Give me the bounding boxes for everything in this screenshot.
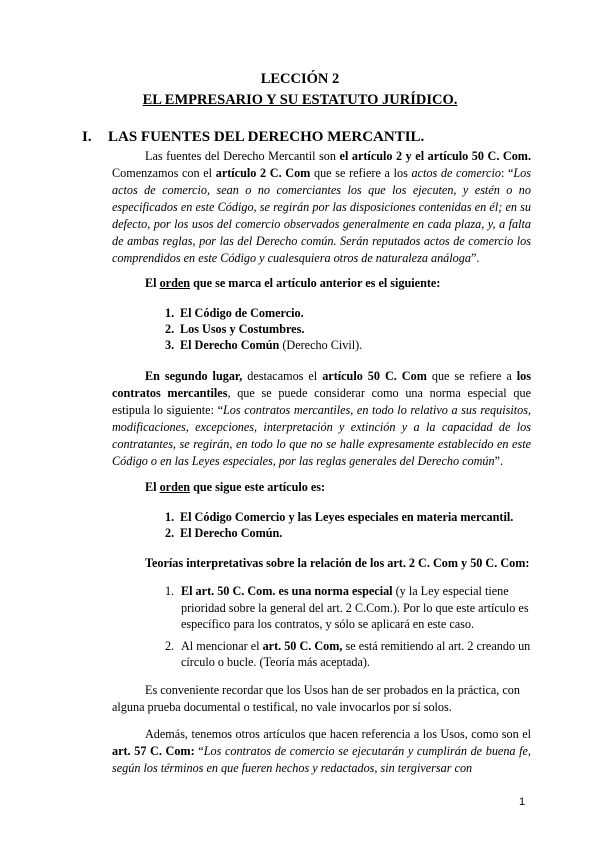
paragraph-article-50: En segundo lugar, destacamos el artículo 50 C. Com que se refiere a los contratos mercantiles, que se puede considerar como una norma especial que estipula lo siguiente: “Los contratos mercantiles, en todo lo relativo a sus requisitos, modificaciones, excepciones, interpretación y extinción y a la capacidad de los contratantes, se regirán, en todo lo que no se halle expresamente establecido en este Código o en las Leyes especiales, por las reglas generales del Derecho común”. (112, 369, 531, 468)
lesson-title: LECCIÓN 2 (260, 71, 340, 87)
paragraph-article-57: Además, tenemos otros artículos que hacen referencia a los Usos, como son el art. 57 C. Com: “Los contratos de comercio se ejecutarán y cumplirán de buena fe, según los términos en que fueren hechos y redactados, sin tergiversar con (112, 727, 531, 775)
section-numeral: I. (82, 129, 92, 145)
section-title: LAS FUENTES DEL DERECHO MERCANTIL. (108, 129, 425, 145)
sources-list (165, 305, 362, 353)
order-heading-2: El orden que sigue este artículo es: (145, 480, 326, 494)
paragraph-article-2: Las fuentes del Derecho Mercantil son el artículo 2 y el artículo 50 C. Com. Comenzamos con el artículo 2 C. Com que se refiere a los actos de comercio: “Los actos de comercio, sean o no comerciantes los que los ejecuten, y estén o no especificados en este Código, se regirán por las disposiciones contenidas en él; en su defecto, por los usos del comercio observados generalmente en cada plaza, y, a falta de ambas reglas, por las del Derecho común. Serán reputados actos de comercio los comprendidos en este Código y cualesquiera otros de naturaleza análoga”. (112, 149, 532, 265)
page-number: 1 (519, 796, 526, 808)
list-item: 2. Al mencionar el art. 50 C. Com, se está remitiendo al art. 2 creando un círculo o bucle. (Teoría más aceptada). (165, 638, 531, 669)
theories-list (165, 583, 531, 676)
list-item: 1. El Código Comercio y las Leyes especiales en materia mercantil. (165, 510, 514, 524)
list-item: 3. El Derecho Común (Derecho Civil). (165, 338, 363, 352)
lesson-subtitle: EL EMPRESARIO Y SU ESTATUTO JURÍDICO. (142, 92, 458, 108)
list-item: 1. El Código de Comercio. (165, 306, 304, 320)
list-item: 2. El Derecho Común. (165, 526, 283, 540)
section-heading (82, 129, 424, 146)
order-list (165, 509, 513, 541)
order-heading-1: El orden que se marca el artículo anterior es el siguiente: (145, 276, 441, 290)
paragraph-usos: Es conveniente recordar que los Usos han de ser probados en la práctica, con alguna prueba documental o testifical, no vale invocarlos por sí solos. (112, 683, 520, 714)
list-item: 1. El art. 50 C. Com. es una norma especial (y la Ley especial tiene prioridad sobre la general del art. 2 C.Com.). Por lo que este artículo es específico para los contratos, y sólo se aplicará en este caso. (165, 584, 529, 631)
list-item: 2. Los Usos y Costumbres. (165, 322, 305, 336)
theories-heading: Teorías interpretativas sobre la relación de los art. 2 C. Com y 50 C. Com: (145, 556, 530, 570)
